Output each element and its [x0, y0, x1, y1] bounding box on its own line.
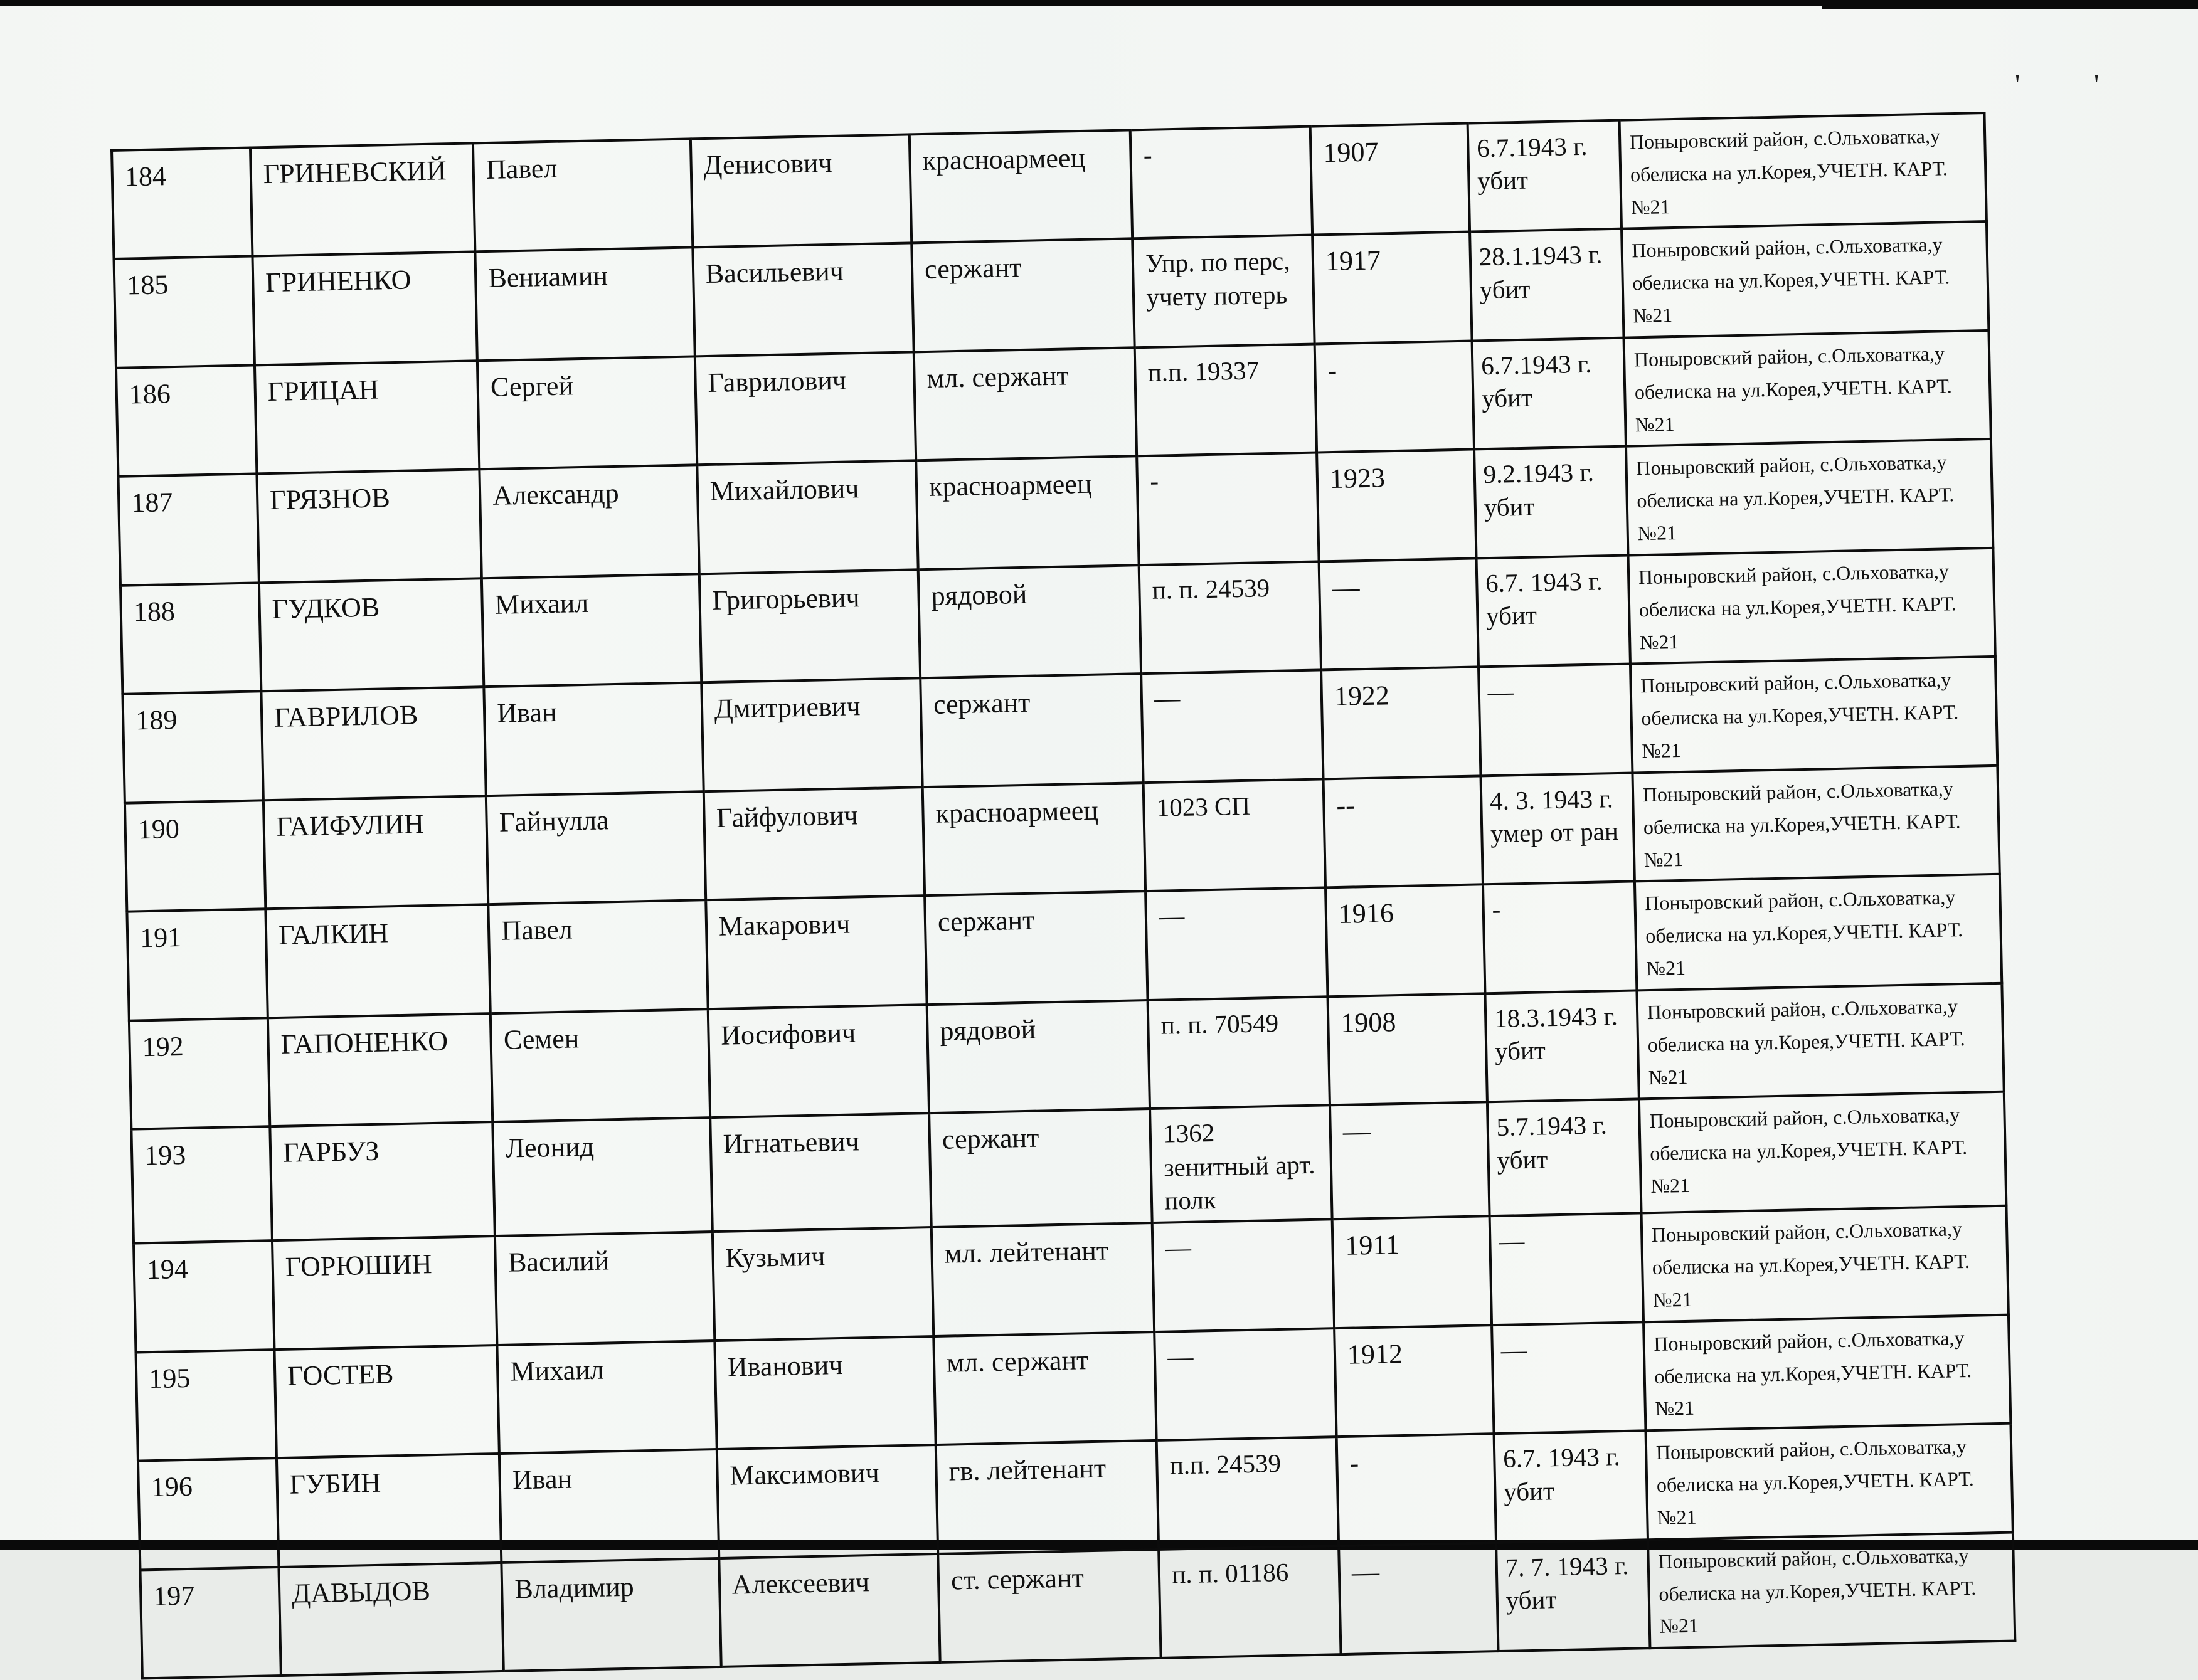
cell-first_name: Вениамин — [475, 248, 695, 361]
cell-patronymic: Иванович — [714, 1336, 936, 1449]
cell-location: Поныровский район, с.Ольховатка,у обелиска на ул.Корея,УЧЕТН. КАРТ. №21 — [1619, 113, 1987, 229]
cell-surname: ГРИНЕНКО — [252, 252, 477, 366]
cell-rank: красноармеец — [923, 783, 1146, 896]
cell-fate: 18.3.1943 г. убит — [1485, 990, 1638, 1102]
cell-patronymic: Григорьевич — [699, 569, 920, 682]
cell-rank: гв. лейтенант — [936, 1440, 1159, 1554]
cell-location: Поныровский район, с.Ольховатка,у обелиска на ул.Корея,УЧЕТН. КАРТ. №21 — [1626, 439, 1994, 555]
cell-rank: рядовой — [918, 565, 1142, 679]
cell-unit: — — [1145, 888, 1327, 1000]
cell-surname: ГУБИН — [277, 1454, 502, 1567]
cell-unit: п. п. 24539 — [1139, 561, 1321, 674]
cell-first_name: Александр — [480, 465, 699, 578]
cell-num: 185 — [114, 256, 255, 368]
cell-num: 195 — [136, 1350, 277, 1461]
cell-unit: - — [1137, 453, 1319, 565]
cell-surname: ГРЯЗНОВ — [257, 470, 482, 583]
cell-fate: 6.7. 1943 г. убит — [1494, 1431, 1647, 1543]
cell-num: 191 — [127, 909, 267, 1021]
cell-patronymic: Гаврилович — [694, 352, 916, 465]
cell-fate: 28.1.1943 г. убит — [1470, 229, 1623, 341]
cell-birth_year: 1911 — [1332, 1216, 1492, 1328]
cell-surname: ГРИНЕВСКИЙ — [250, 143, 475, 256]
cell-unit: п.п. 19337 — [1135, 344, 1317, 457]
cell-first_name: Василий — [495, 1232, 714, 1345]
cell-first_name: Гайнулла — [486, 791, 706, 904]
cell-num: 184 — [112, 148, 252, 260]
cell-surname: ГАЛКИН — [265, 905, 491, 1018]
cell-surname: ГАПОНЕНКО — [268, 1013, 493, 1127]
cell-fate: 7. 7. 1943 г. убит — [1496, 1540, 1650, 1651]
cell-num: 188 — [120, 583, 261, 694]
cell-fate: 6.7. 1943 г. убит — [1476, 556, 1630, 667]
cell-fate: — — [1489, 1213, 1643, 1325]
cell-surname: ГАИФУЛИН — [263, 796, 489, 909]
cell-num: 194 — [134, 1240, 274, 1352]
cell-first_name: Михаил — [482, 574, 701, 687]
cell-patronymic: Гайфулович — [703, 787, 925, 900]
cell-rank: рядовой — [927, 1000, 1150, 1114]
cell-surname: ГАВРИЛОВ — [261, 687, 486, 801]
cell-birth_year: — — [1339, 1543, 1498, 1654]
cell-fate: — — [1492, 1322, 1645, 1434]
cell-location: Поныровский район, с.Ольховатка,у обелиска на ул.Корея,УЧЕТН. КАРТ. №21 — [1645, 1424, 2013, 1540]
cell-num: 197 — [140, 1567, 280, 1679]
cell-location: Поныровский район, с.Ольховатка,у обелиска на ул.Корея,УЧЕТН. КАРТ. №21 — [1635, 874, 2002, 990]
cell-location: Поныровский район, с.Ольховатка,у обелиска на ул.Корея,УЧЕТН. КАРТ. №21 — [1641, 1206, 2009, 1322]
cell-rank: красноармеец — [910, 130, 1133, 243]
cell-location: Поныровский район, с.Ольховатка,у обелиска на ул.Корея,УЧЕТН. КАРТ. №21 — [1628, 548, 1995, 664]
cell-rank: мл. лейтенант — [932, 1223, 1155, 1336]
cell-num: 193 — [131, 1127, 272, 1244]
stray-mark-1: ' — [2015, 68, 2020, 100]
cell-first_name: Леонид — [493, 1117, 713, 1236]
cell-num: 196 — [138, 1458, 279, 1570]
cell-location: Поныровский район, с.Ольховатка,у обелиска на ул.Корея,УЧЕТН. КАРТ. №21 — [1639, 1092, 2007, 1213]
cell-surname: ГОРЮШИН — [272, 1236, 497, 1350]
cell-unit: — — [1152, 1220, 1334, 1332]
cell-birth_year: -- — [1324, 776, 1483, 887]
cell-fate: - — [1483, 882, 1637, 993]
cell-first_name: Павел — [473, 139, 693, 251]
cell-num: 187 — [118, 474, 258, 586]
cell-birth_year: — — [1330, 1102, 1489, 1220]
cell-location: Поныровский район, с.Ольховатка,у обелиска на ул.Корея,УЧЕТН. КАРТ. №21 — [1632, 766, 2000, 882]
cell-surname: ГАРБУЗ — [270, 1122, 495, 1240]
cell-location: Поныровский район, с.Ольховатка,у обелиска на ул.Корея,УЧЕТН. КАРТ. №21 — [1643, 1314, 2011, 1430]
cell-patronymic: Денисович — [691, 134, 912, 247]
cell-fate: 5.7.1943 г. убит — [1487, 1099, 1641, 1217]
cell-fate: 6.7.1943 г. убит — [1467, 120, 1621, 232]
cell-unit: п.п. 24539 — [1157, 1437, 1339, 1549]
cell-rank: сержант — [911, 239, 1135, 352]
cell-surname: ГУДКОВ — [259, 578, 484, 692]
cell-unit: - — [1130, 127, 1312, 239]
cell-patronymic: Васильевич — [693, 243, 914, 356]
cell-birth_year: — — [1319, 558, 1479, 670]
cell-first_name: Михаил — [497, 1341, 717, 1454]
cell-birth_year: 1912 — [1334, 1325, 1494, 1437]
memorial-list-table — [110, 112, 2016, 1680]
cell-unit: Упр. по перс, учету потерь — [1133, 235, 1315, 347]
table-body — [112, 113, 2015, 1679]
cell-rank: мл. сержант — [933, 1332, 1157, 1445]
cell-unit: п. п. 01186 — [1159, 1546, 1341, 1658]
cell-patronymic: Михайлович — [697, 461, 918, 574]
cell-patronymic: Кузьмич — [712, 1227, 933, 1340]
cell-birth_year: 1907 — [1310, 124, 1470, 235]
cell-location: Поныровский район, с.Ольховатка,у обелиска на ул.Корея,УЧЕТН. КАРТ. №21 — [1630, 657, 1998, 773]
cell-rank: сержант — [929, 1109, 1152, 1227]
cell-birth_year: 1908 — [1328, 993, 1487, 1105]
cell-fate: 6.7.1943 г. убит — [1472, 338, 1625, 450]
scan-edge-bar-top-right — [1822, 0, 2198, 9]
cell-rank: ст. сержант — [938, 1550, 1161, 1663]
cell-unit: п. п. 70549 — [1148, 996, 1330, 1109]
cell-location: Поныровский район, с.Ольховатка,у обелиска на ул.Корея,УЧЕТН. КАРТ. №21 — [1623, 330, 1991, 446]
cell-fate: 4. 3. 1943 г. умер от ран — [1480, 773, 1634, 884]
cell-num: 186 — [116, 365, 257, 477]
cell-location: Поныровский район, с.Ольховатка,у обелиска на ул.Корея,УЧЕТН. КАРТ. №21 — [1637, 983, 2004, 1099]
cell-birth_year: 1917 — [1312, 232, 1472, 344]
cell-surname: ДАВЫДОВ — [279, 1563, 504, 1676]
cell-rank: сержант — [920, 674, 1144, 788]
cell-rank: сержант — [925, 892, 1148, 1005]
cell-patronymic: Макарович — [706, 896, 927, 1009]
cell-patronymic: Максимович — [716, 1445, 938, 1558]
cell-patronymic: Игнатьевич — [710, 1113, 932, 1232]
cell-first_name: Сергей — [477, 356, 697, 469]
cell-num: 190 — [125, 800, 265, 912]
cell-surname: ГОСТЕВ — [274, 1345, 499, 1459]
cell-fate: — — [1479, 664, 1632, 776]
cell-birth_year: 1923 — [1317, 450, 1476, 561]
cell-first_name: Иван — [484, 683, 704, 796]
cell-first_name: Владимир — [502, 1558, 721, 1671]
cell-first_name: Иван — [499, 1449, 719, 1562]
cell-unit: — — [1155, 1328, 1337, 1440]
cell-surname: ГРИЦАН — [255, 361, 480, 474]
cell-unit: — — [1141, 670, 1323, 783]
cell-birth_year: - — [1337, 1434, 1496, 1545]
cell-location: Поныровский район, с.Ольховатка,у обелиска на ул.Корея,УЧЕТН. КАРТ. №21 — [1648, 1532, 2015, 1648]
cell-patronymic: Дмитриевич — [701, 679, 923, 791]
cell-first_name: Семен — [491, 1009, 710, 1122]
cell-first_name: Павел — [489, 901, 708, 1013]
cell-birth_year: - — [1315, 341, 1474, 452]
cell-fate: 9.2.1943 г. убит — [1474, 446, 1628, 558]
cell-rank: мл. сержант — [914, 347, 1137, 461]
cell-unit: 1023 СП — [1144, 779, 1325, 891]
cell-birth_year: 1916 — [1325, 885, 1485, 996]
cell-patronymic: Алексеевич — [719, 1554, 940, 1667]
cell-unit: 1362 зенитный арт. полк — [1150, 1106, 1332, 1223]
cell-patronymic: Иосифович — [708, 1005, 929, 1117]
cell-rank: красноармеец — [916, 457, 1139, 570]
cell-num: 189 — [122, 692, 263, 803]
cell-location: Поныровский район, с.Ольховатка,у обелиска на ул.Корея,УЧЕТН. КАРТ. №21 — [1622, 221, 1989, 337]
cell-birth_year: 1922 — [1321, 667, 1480, 779]
cell-num: 192 — [129, 1018, 270, 1129]
stray-mark-2: ' — [2094, 68, 2100, 100]
